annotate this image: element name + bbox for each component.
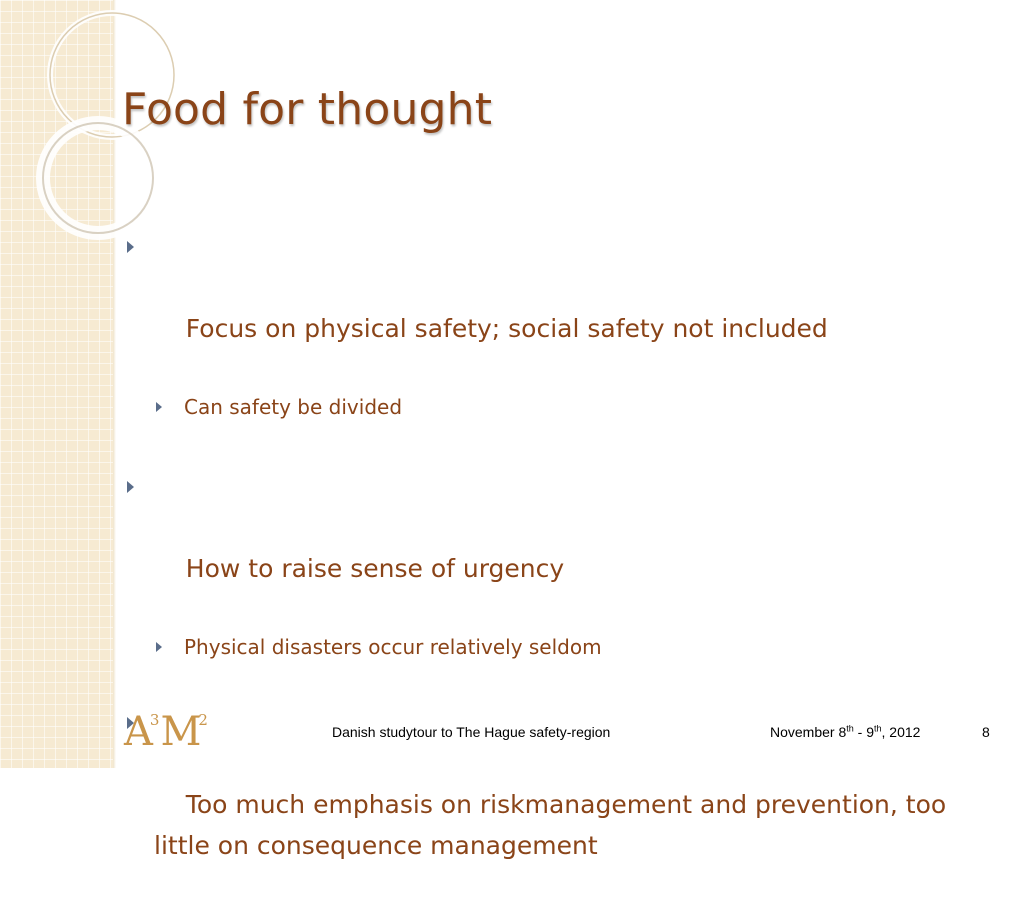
page-number: 8 <box>982 724 990 740</box>
sub-bullet-item <box>122 632 1002 662</box>
footer-date: November 8th - 9th, 2012 <box>770 723 921 740</box>
bullet-item <box>122 226 1002 390</box>
triangle-right-icon <box>127 481 134 493</box>
sub-bullet-text: Physical disasters occur relatively seldom <box>184 635 602 659</box>
bullet-list <box>122 226 1002 907</box>
a3m2-logo: A3M2 <box>124 709 208 755</box>
sub-bullet-item <box>122 392 1002 422</box>
bullet-text: Too much emphasis on riskmanagement and prevention, too little on consequence management <box>154 790 955 860</box>
slide-title: Food for thought <box>122 84 493 135</box>
footer-center-text: Danish studytour to The Hague safety-region <box>332 724 611 740</box>
triangle-right-icon <box>156 402 162 412</box>
decor-circle-small-outline <box>43 123 153 233</box>
bullet-item <box>122 466 1002 630</box>
bullet-text: Focus on physical safety; social safety not included <box>185 314 828 343</box>
triangle-right-icon <box>156 642 162 652</box>
triangle-right-icon <box>127 241 134 253</box>
bullet-text: How to raise sense of urgency <box>185 554 565 583</box>
sub-bullet-text: Can safety be divided <box>184 395 403 419</box>
